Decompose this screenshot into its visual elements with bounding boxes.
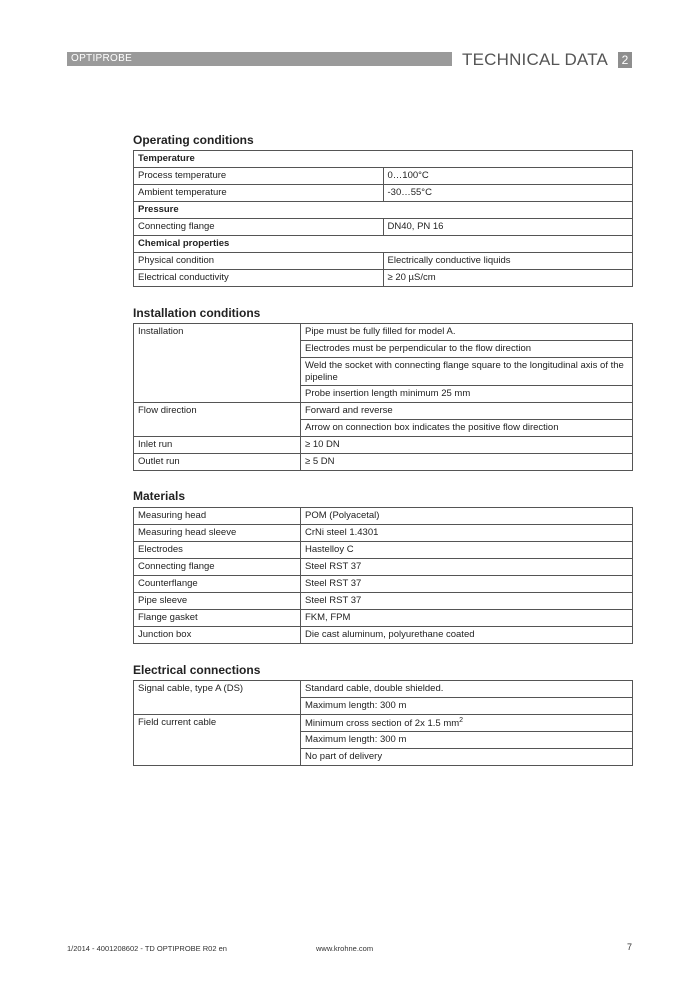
row-label: Flange gasket bbox=[134, 610, 301, 627]
cross-section-text: Minimum cross section of 2x 1.5 mm bbox=[305, 718, 460, 730]
table-row bbox=[134, 508, 633, 525]
footer-website: www.krohne.com bbox=[316, 944, 374, 953]
table-row bbox=[134, 525, 633, 542]
row-value: Pipe must be fully filled for model A. bbox=[301, 324, 633, 341]
row-label: Measuring head sleeve bbox=[134, 525, 301, 542]
row-label: Inlet run bbox=[134, 437, 301, 454]
table-row bbox=[134, 185, 633, 202]
row-label: Flow direction bbox=[134, 403, 301, 437]
table-row bbox=[134, 202, 633, 219]
row-label: Measuring head bbox=[134, 508, 301, 525]
table-row bbox=[134, 454, 633, 471]
table-row bbox=[134, 270, 633, 287]
cross-section-superscript: 2 bbox=[459, 717, 464, 725]
row-value: Steel RST 37 bbox=[301, 593, 633, 610]
operating-conditions-title: Operating conditions bbox=[133, 133, 254, 147]
group-header: Chemical properties bbox=[134, 236, 633, 253]
row-label: Pipe sleeve bbox=[134, 593, 301, 610]
row-value: DN40, PN 16 bbox=[383, 219, 633, 236]
row-value: 0…100°C bbox=[383, 168, 633, 185]
row-value: Electrically conductive liquids bbox=[383, 253, 633, 270]
table-row bbox=[134, 168, 633, 185]
header-product: OPTIPROBE bbox=[71, 53, 133, 64]
table-row bbox=[134, 151, 633, 168]
group-header: Temperature bbox=[134, 151, 633, 168]
row-value: Forward and reverse bbox=[301, 403, 633, 420]
row-value: FKM, FPM bbox=[301, 610, 633, 627]
row-value: -30…55°C bbox=[383, 185, 633, 202]
row-value: Weld the socket with connecting flange square to the longitudinal axis of the pipeline bbox=[301, 358, 633, 386]
row-label: Installation bbox=[134, 324, 301, 403]
row-value: Hastelloy C bbox=[301, 542, 633, 559]
table-row bbox=[134, 593, 633, 610]
row-value: Probe insertion length minimum 25 mm bbox=[301, 386, 633, 403]
table-row bbox=[134, 437, 633, 454]
row-value: No part of delivery bbox=[301, 749, 633, 766]
row-value: ≥ 10 DN bbox=[301, 437, 633, 454]
row-label: Connecting flange bbox=[134, 219, 384, 236]
row-label: Field current cable bbox=[134, 715, 301, 766]
row-value: ≥ 5 DN bbox=[301, 454, 633, 471]
group-header: Pressure bbox=[134, 202, 633, 219]
table-row bbox=[134, 559, 633, 576]
row-value: Electrodes must be perpendicular to the flow direction bbox=[301, 341, 633, 358]
row-label: Process temperature bbox=[134, 168, 384, 185]
row-label: Physical condition bbox=[134, 253, 384, 270]
row-value bbox=[301, 715, 633, 732]
table-row bbox=[134, 715, 633, 732]
table-row bbox=[134, 542, 633, 559]
row-value: Maximum length: 300 m bbox=[301, 698, 633, 715]
installation-conditions-title: Installation conditions bbox=[133, 306, 261, 320]
row-value: POM (Polyacetal) bbox=[301, 508, 633, 525]
table-row bbox=[134, 610, 633, 627]
materials-title: Materials bbox=[133, 489, 186, 503]
row-label: Outlet run bbox=[134, 454, 301, 471]
footer-page-number: 7 bbox=[627, 942, 633, 952]
table-row bbox=[134, 253, 633, 270]
materials-table bbox=[133, 507, 633, 644]
row-value: Arrow on connection box indicates the positive flow direction bbox=[301, 420, 633, 437]
table-row bbox=[134, 681, 633, 698]
installation-conditions-table bbox=[133, 323, 633, 471]
footer-doc-id: 1/2014 - 4001208602 - TD OPTIPROBE R02 en bbox=[67, 944, 227, 953]
row-value: Steel RST 37 bbox=[301, 576, 633, 593]
row-label: Ambient temperature bbox=[134, 185, 384, 202]
header-section-title: TECHNICAL DATA bbox=[462, 50, 609, 69]
row-label: Electrical conductivity bbox=[134, 270, 384, 287]
table-row bbox=[134, 236, 633, 253]
electrical-connections-table bbox=[133, 680, 633, 766]
row-value: ≥ 20 µS/cm bbox=[383, 270, 633, 287]
row-label: Signal cable, type A (DS) bbox=[134, 681, 301, 715]
table-row bbox=[134, 576, 633, 593]
row-label: Junction box bbox=[134, 627, 301, 644]
operating-conditions-table bbox=[133, 150, 633, 287]
row-value: Steel RST 37 bbox=[301, 559, 633, 576]
header-chapter-number: 2 bbox=[618, 52, 632, 68]
row-label: Electrodes bbox=[134, 542, 301, 559]
row-value: Standard cable, double shielded. bbox=[301, 681, 633, 698]
row-value: Maximum length: 300 m bbox=[301, 732, 633, 749]
row-label: Connecting flange bbox=[134, 559, 301, 576]
row-label: Counterflange bbox=[134, 576, 301, 593]
electrical-connections-title: Electrical connections bbox=[133, 663, 261, 677]
row-value: CrNi steel 1.4301 bbox=[301, 525, 633, 542]
row-value: Die cast aluminum, polyurethane coated bbox=[301, 627, 633, 644]
table-row bbox=[134, 403, 633, 420]
table-row bbox=[134, 627, 633, 644]
table-row bbox=[134, 219, 633, 236]
table-row bbox=[134, 324, 633, 341]
